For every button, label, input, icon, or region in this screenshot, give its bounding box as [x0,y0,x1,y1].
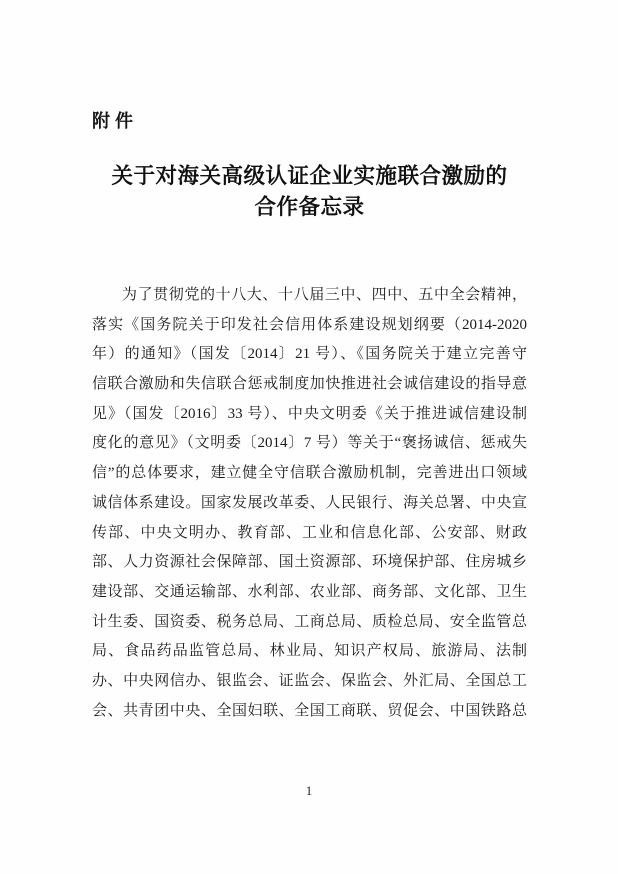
document-body [92,281,527,726]
body-line: 办、中央网信办、银监会、证监会、保监会、外汇局、全国总工 [92,672,527,689]
attachment-label: 附件 [92,111,138,131]
body-line: 传部、中央文明办、教育部、工业和信息化部、公安部、财政 [92,524,527,541]
body-line: 为了贯彻党的十八大、十八届三中、四中、五中全会精神， [122,287,527,303]
body-line: 信联合激励和失信联合惩戒制度加快推进社会诚信建设的指导意 [92,376,527,393]
body-line: 部、人力资源社会保障部、国土资源部、环境保护部、住房城乡 [92,554,527,571]
body-line: 见》（国发〔2016〕33 号）、中央文明委《关于推进诚信建设制 [92,405,527,422]
title-line-1: 关于对海关高级认证企业实施联合激励的 [111,164,508,188]
title-line-2: 合作备忘录 [254,195,365,219]
body-line: 年）的通知》（国发〔2014〕21 号）、《国务院关于建立完善守 [92,346,527,363]
body-line: 建设部、交通运输部、水利部、农业部、商务部、文化部、卫生 [92,583,527,600]
body-line: 局、食品药品监管总局、林业局、知识产权局、旅游局、法制 [92,643,527,660]
page-number: 1 [305,784,313,798]
body-line: 会、共青团中央、全国妇联、全国工商联、贸促会、中国铁路总 [92,702,527,719]
body-line: 落实《国务院关于印发社会信用体系建设规划纲要（2014-2020 [92,316,527,333]
body-line: 信”的总体要求，建立健全守信联合激励机制，完善进出口领域 [92,465,527,482]
document-title [72,161,547,223]
body-line: 计生委、国资委、税务总局、工商总局、质检总局、安全监管总 [92,613,527,630]
body-line: 度化的意见》（文明委〔2014〕7 号）等关于“褒扬诚信、惩戒失 [92,435,527,452]
body-line: 诚信体系建设。国家发展改革委、人民银行、海关总署、中央宣 [92,494,527,511]
